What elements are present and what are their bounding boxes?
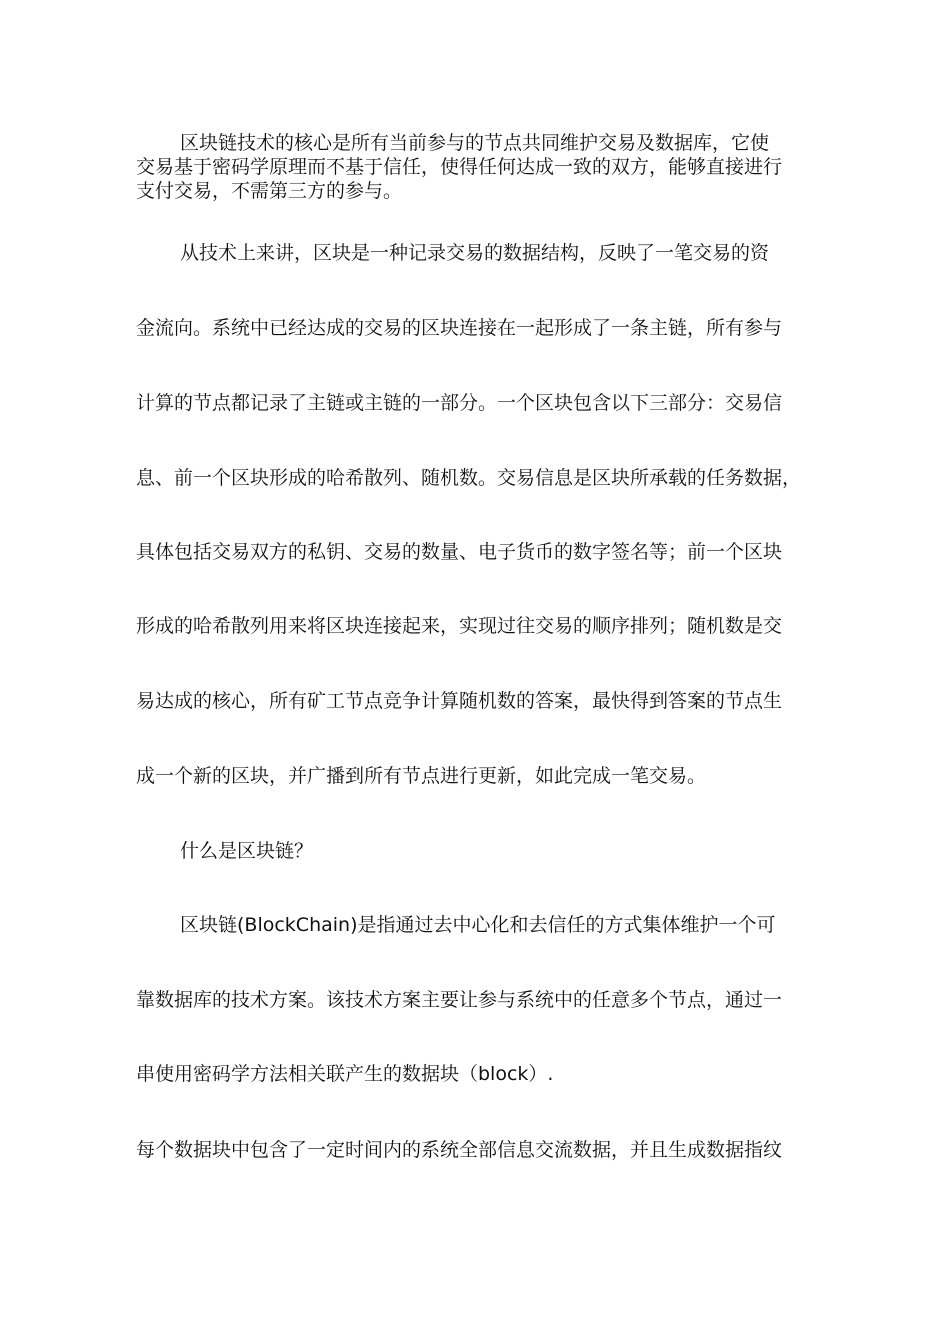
paragraph-1-line-3: 支付交易，不需第三方的参与。 (136, 180, 403, 202)
paragraph-2-line-3: 计算的节点都记录了主链或主链的一部分。一个区块包含以下三部分：交易信 (136, 392, 783, 414)
paragraph-3-line-2: 靠数据库的技术方案。该技术方案主要让参与系统中的任意多个节点，通过一 (136, 989, 783, 1011)
paragraph-1-line-2: 交易基于密码学原理而不基于信任，使得任何达成一致的双方，能够直接进行 (136, 156, 783, 178)
paragraph-3-line-3: 串使用密码学方法相关联产生的数据块（block）. (136, 1063, 554, 1085)
section-heading: 什么是区块链？ (180, 840, 314, 862)
paragraph-2-line-7: 易达成的核心，所有矿工节点竞争计算随机数的答案，最快得到答案的节点生 (136, 690, 783, 712)
paragraph-1-line-1: 区块链技术的核心是所有当前参与的节点共同维护交易及数据库，它使 (180, 132, 770, 154)
paragraph-2-line-4: 息、前一个区块形成的哈希散列、随机数。交易信息是区块所承载的任务数据， (136, 467, 802, 489)
paragraph-2-line-5: 具体包括交易双方的私钥、交易的数量、电子货币的数字签名等；前一个区块 (136, 541, 783, 563)
paragraph-2-line-1: 从技术上来讲，区块是一种记录交易的数据结构，反映了一笔交易的资 (180, 242, 770, 264)
paragraph-2-line-2: 金流向。系统中已经达成的交易的区块连接在一起形成了一条主链，所有参与 (136, 317, 783, 339)
paragraph-2-line-6: 形成的哈希散列用来将区块连接起来，实现过往交易的顺序排列；随机数是交 (136, 615, 783, 637)
paragraph-2-line-8: 成一个新的区块，并广播到所有节点进行更新，如此完成一笔交易。 (136, 765, 707, 787)
paragraph-3-line-1: 区块链(BlockChain)是指通过去中心化和去信任的方式集体维护一个可 (180, 914, 776, 936)
paragraph-3-line-4: 每个数据块中包含了一定时间内的系统全部信息交流数据，并且生成数据指纹 (136, 1139, 783, 1161)
